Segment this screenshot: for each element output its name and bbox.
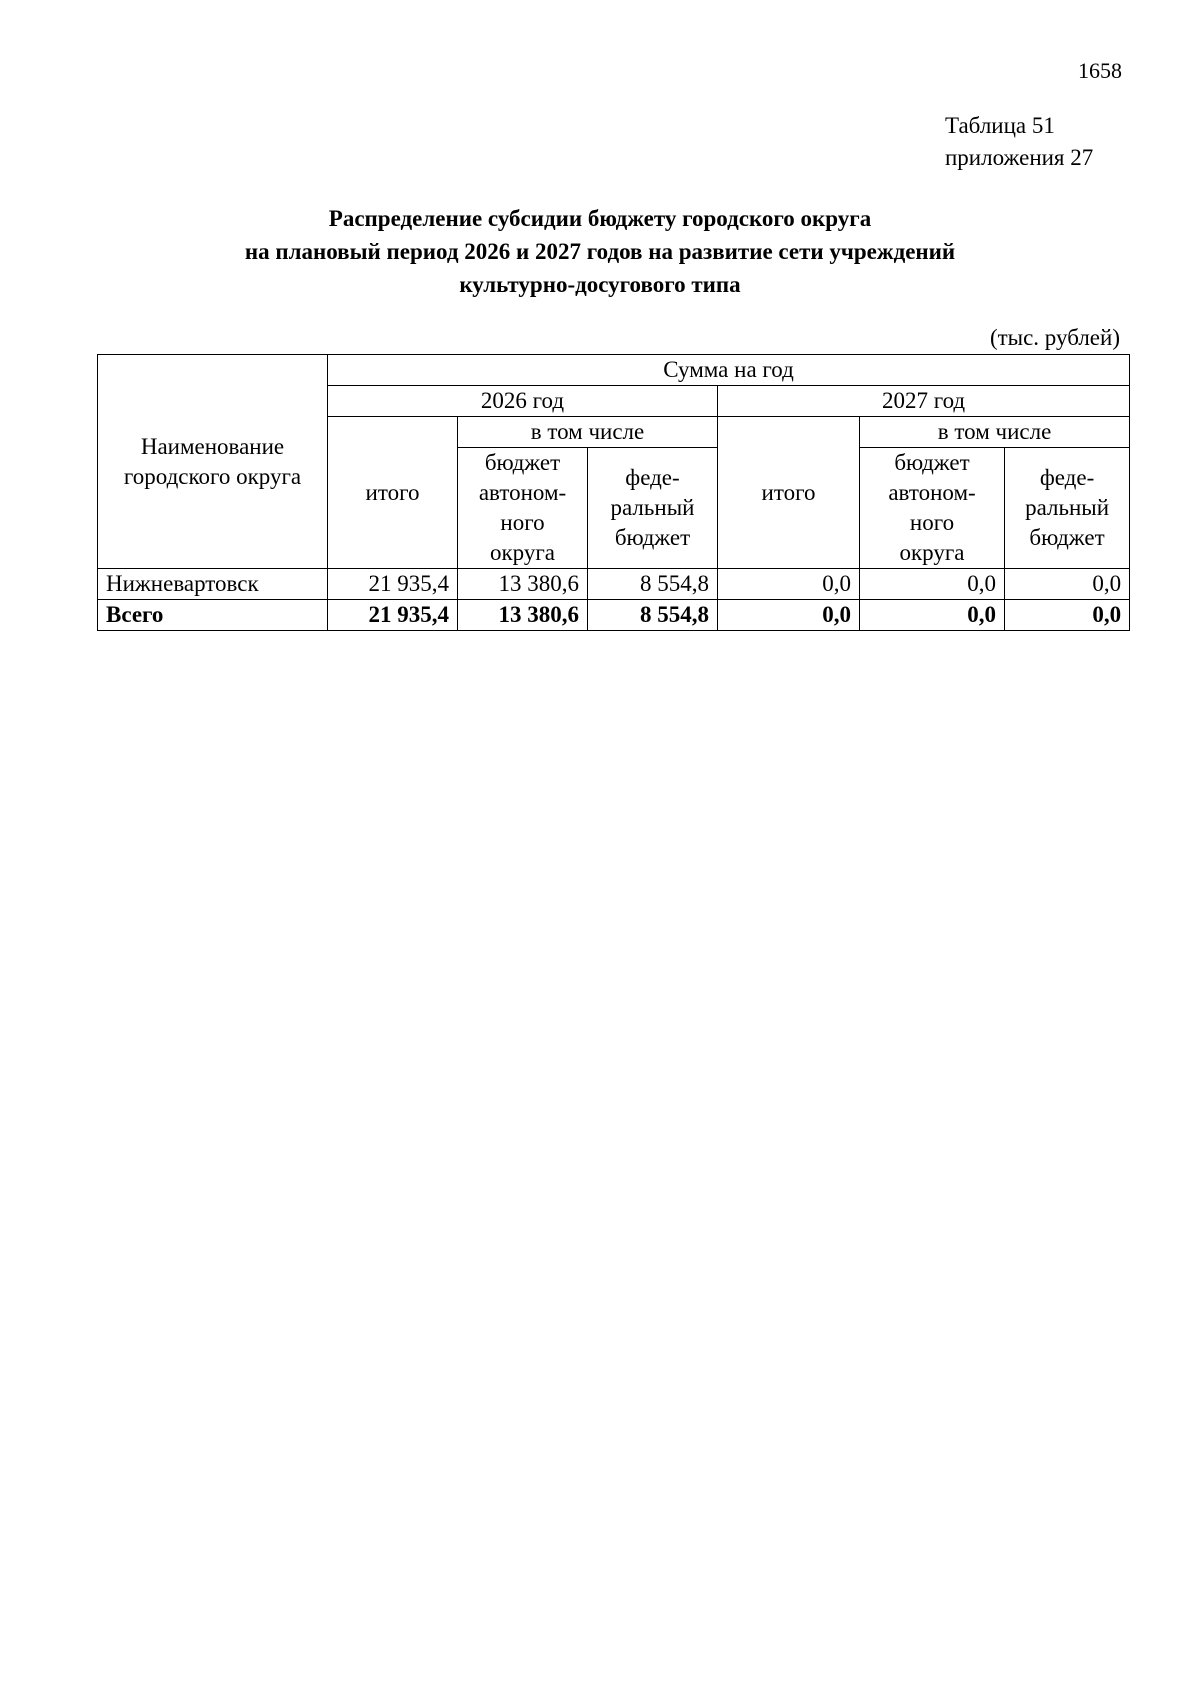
- title-line1: Распределение субсидии бюджету городского округа: [328, 206, 872, 231]
- header-2027-federal: [1005, 448, 1130, 569]
- total-2026-total: 21 935,4: [328, 600, 458, 631]
- subsidy-table: [97, 354, 1130, 631]
- header-2027-itogo: итого: [718, 417, 860, 569]
- header-year-2026: 2026 год: [328, 386, 718, 417]
- document-title: [100, 202, 1100, 301]
- row-2026-ao: 13 380,6: [458, 569, 588, 600]
- table-reference: [945, 110, 1093, 174]
- table-ref-line1: Таблица 51: [945, 113, 1055, 138]
- budget-ao-line3: ного: [500, 510, 545, 535]
- header-row-1: [98, 355, 1130, 386]
- row-2027-fed: 0,0: [1005, 569, 1130, 600]
- row-name: Нижневартовск: [98, 569, 328, 600]
- budget-ao-line4: округа: [899, 540, 965, 565]
- header-2027-including: в том числе: [860, 417, 1130, 448]
- budget-ao-line2: автоном-: [478, 480, 567, 505]
- budget-ao-line1: бюджет: [484, 450, 561, 475]
- header-2026-itogo: итого: [328, 417, 458, 569]
- title-line2: на плановый период 2026 и 2027 годов на развитие сети учреждений: [244, 239, 956, 264]
- budget-ao-line3: ного: [909, 510, 955, 535]
- table-ref-line2: приложения 27: [945, 145, 1094, 170]
- total-2026-ao: 13 380,6: [458, 600, 588, 631]
- budget-ao-line4: округа: [489, 540, 555, 565]
- header-name-line2: городского округа: [123, 463, 302, 489]
- federal-line2: ральный: [610, 495, 695, 520]
- header-year-2027: 2027 год: [718, 386, 1130, 417]
- total-2027-fed: 0,0: [1005, 600, 1130, 631]
- federal-line3: бюджет: [614, 525, 691, 550]
- budget-ao-line2: автоном-: [888, 480, 976, 505]
- row-2026-fed: 8 554,8: [588, 569, 718, 600]
- header-2026-federal: [588, 448, 718, 569]
- row-2027-total: 0,0: [718, 569, 860, 600]
- header-2026-budget-ao: [458, 448, 588, 569]
- federal-line1: феде-: [1039, 465, 1095, 490]
- title-line3: культурно-досугового типа: [459, 272, 741, 297]
- row-2026-total: 21 935,4: [328, 569, 458, 600]
- total-row: [98, 600, 1130, 631]
- total-2027-ao: 0,0: [860, 600, 1005, 631]
- header-2026-including: в том числе: [458, 417, 718, 448]
- table-row: [98, 569, 1130, 600]
- federal-line3: бюджет: [1029, 525, 1105, 550]
- row-2027-ao: 0,0: [860, 569, 1005, 600]
- federal-line1: феде-: [625, 465, 680, 490]
- federal-line2: ральный: [1025, 495, 1110, 520]
- total-name: Всего: [98, 600, 328, 631]
- budget-ao-line1: бюджет: [894, 450, 970, 475]
- header-2027-budget-ao: [860, 448, 1005, 569]
- header-sum-per-year: Сумма на год: [328, 355, 1130, 386]
- header-name-line1: Наименование: [140, 433, 285, 459]
- total-2027-total: 0,0: [718, 600, 860, 631]
- units-label: (тыс. рублей): [989, 325, 1120, 350]
- page-number: 1658: [1078, 58, 1122, 83]
- total-2026-fed: 8 554,8: [588, 600, 718, 631]
- header-name-col: [98, 355, 328, 569]
